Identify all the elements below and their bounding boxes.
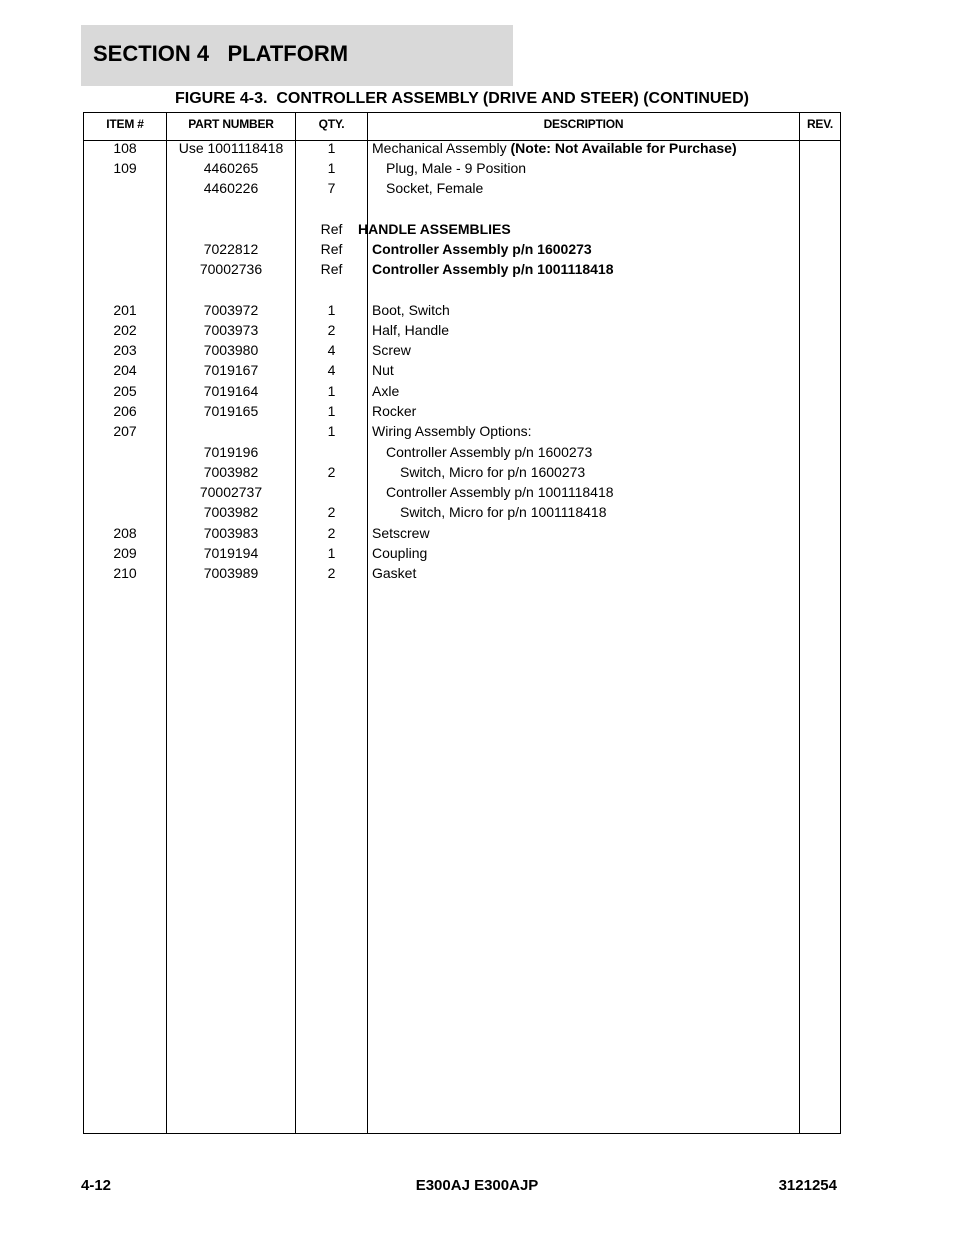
table-row <box>84 403 840 423</box>
description <box>386 444 592 460</box>
description-text: Gasket <box>372 565 417 581</box>
table-row <box>84 504 840 524</box>
table-row <box>84 140 840 160</box>
description <box>372 403 416 419</box>
description <box>372 362 394 378</box>
description-text: Boot, Switch <box>372 302 450 318</box>
part-number: 7022812 <box>203 241 259 257</box>
table-row <box>84 180 840 200</box>
quantity: 2 <box>327 565 336 581</box>
description-note: (Note: Not Available for Purchase) <box>510 140 737 156</box>
description <box>386 484 614 500</box>
description <box>372 383 399 399</box>
description <box>372 261 614 277</box>
quantity: 2 <box>327 504 336 520</box>
quantity: 1 <box>327 140 336 156</box>
table-row <box>84 160 840 180</box>
part-number: 7003982 <box>203 464 259 480</box>
figure-title: FIGURE 4-3. CONTROLLER ASSEMBLY (DRIVE AND STEER) (CONTINUED) <box>175 90 749 107</box>
part-number: 7003982 <box>203 504 259 520</box>
quantity: 2 <box>327 322 336 338</box>
quantity: Ref <box>320 261 343 277</box>
quantity: Ref <box>320 241 343 257</box>
header-rev: REV. <box>806 117 834 131</box>
table-row <box>84 221 840 241</box>
part-number: 7019196 <box>203 444 259 460</box>
part-number: 7019194 <box>203 545 259 561</box>
description-text: Axle <box>372 383 400 399</box>
model-number: E300AJ E300AJP <box>415 1177 539 1194</box>
description-text: Controller Assembly p/n 1600273 <box>386 444 593 460</box>
description <box>372 302 450 318</box>
part-number: Use 1001118418 <box>178 140 284 156</box>
part-number: 7003980 <box>203 342 259 358</box>
description-text: Plug, Male - 9 Position <box>386 160 527 176</box>
table-row <box>84 444 840 464</box>
description-text: Controller Assembly p/n 1001118418 <box>386 484 614 500</box>
table-row <box>84 362 840 382</box>
item-number: 109 <box>113 160 137 176</box>
description-text: Socket, Female <box>386 180 484 196</box>
header-qty: QTY. <box>318 117 345 131</box>
description <box>386 180 483 196</box>
table-row <box>84 383 840 403</box>
quantity: 4 <box>327 342 336 358</box>
description-text: Wiring Assembly Options: <box>372 423 532 439</box>
table-row <box>84 565 840 585</box>
description-text: Controller Assembly p/n 1001118418 <box>372 261 614 277</box>
part-number: 4460265 <box>203 160 259 176</box>
quantity: 1 <box>327 403 336 419</box>
description-text: Half, Handle <box>372 322 450 338</box>
description-text: Coupling <box>372 545 428 561</box>
table-row <box>84 241 840 261</box>
description <box>372 423 532 439</box>
part-number: 4460226 <box>203 180 259 196</box>
quantity: 1 <box>327 302 336 318</box>
description-text: Controller Assembly p/n 1600273 <box>372 241 592 257</box>
description-text: Setscrew <box>372 525 430 541</box>
item-number: 210 <box>113 565 137 581</box>
quantity: 2 <box>327 525 336 541</box>
header-part-number: PART NUMBER <box>188 117 274 131</box>
description <box>372 140 737 156</box>
description <box>372 545 427 561</box>
description-text: Switch, Micro for p/n 1600273 <box>400 464 586 480</box>
table-row <box>84 302 840 322</box>
description-text: Switch, Micro for p/n 1001118418 <box>400 504 607 520</box>
table-row <box>84 423 840 443</box>
item-number: 209 <box>113 545 137 561</box>
description <box>372 525 430 541</box>
description-text: Rocker <box>372 403 417 419</box>
quantity: 1 <box>327 383 336 399</box>
table-row <box>84 342 840 362</box>
description-text: Screw <box>372 342 411 358</box>
description-text: Mechanical Assembly <box>372 140 507 156</box>
part-number: 7019167 <box>203 362 259 378</box>
item-number: 205 <box>113 383 137 399</box>
item-number: 108 <box>113 140 137 156</box>
part-number: 7019164 <box>203 383 259 399</box>
quantity: 1 <box>327 423 336 439</box>
part-number: 70002737 <box>199 484 263 500</box>
part-number: 7003989 <box>203 565 259 581</box>
part-number: 7003972 <box>203 302 259 318</box>
document-number: 3121254 <box>778 1177 837 1194</box>
item-number: 202 <box>113 322 137 338</box>
item-number: 201 <box>113 302 137 318</box>
table-row <box>84 322 840 342</box>
description <box>372 565 416 581</box>
description <box>400 504 607 520</box>
part-number: 70002736 <box>199 261 263 277</box>
table-row <box>84 464 840 484</box>
quantity: 4 <box>327 362 336 378</box>
item-number: 208 <box>113 525 137 541</box>
table-row <box>84 261 840 281</box>
item-number: 204 <box>113 362 137 378</box>
description-text: HANDLE ASSEMBLIES <box>358 221 511 237</box>
part-number: 7003983 <box>203 525 259 541</box>
table-row <box>84 525 840 545</box>
parts-table <box>83 112 841 1134</box>
item-number: 207 <box>113 423 137 439</box>
description-text: Nut <box>372 362 394 378</box>
header-description: DESCRIPTION <box>543 117 624 131</box>
quantity: 7 <box>327 180 336 196</box>
description <box>372 342 411 358</box>
header-item: ITEM # <box>106 117 144 131</box>
quantity: 1 <box>327 160 336 176</box>
description <box>372 322 449 338</box>
quantity: 1 <box>327 545 336 561</box>
description <box>400 464 585 480</box>
description <box>372 241 592 257</box>
item-number: 203 <box>113 342 137 358</box>
quantity: 2 <box>327 464 336 480</box>
part-number: 7003973 <box>203 322 259 338</box>
section-banner <box>81 25 513 86</box>
section-title: SECTION 4 PLATFORM <box>93 41 349 66</box>
quantity: Ref <box>320 221 343 237</box>
description <box>358 221 511 237</box>
table-row <box>84 545 840 565</box>
page-number: 4-12 <box>81 1177 112 1194</box>
description <box>386 160 526 176</box>
item-number: 206 <box>113 403 137 419</box>
table-row <box>84 484 840 504</box>
part-number: 7019165 <box>203 403 259 419</box>
